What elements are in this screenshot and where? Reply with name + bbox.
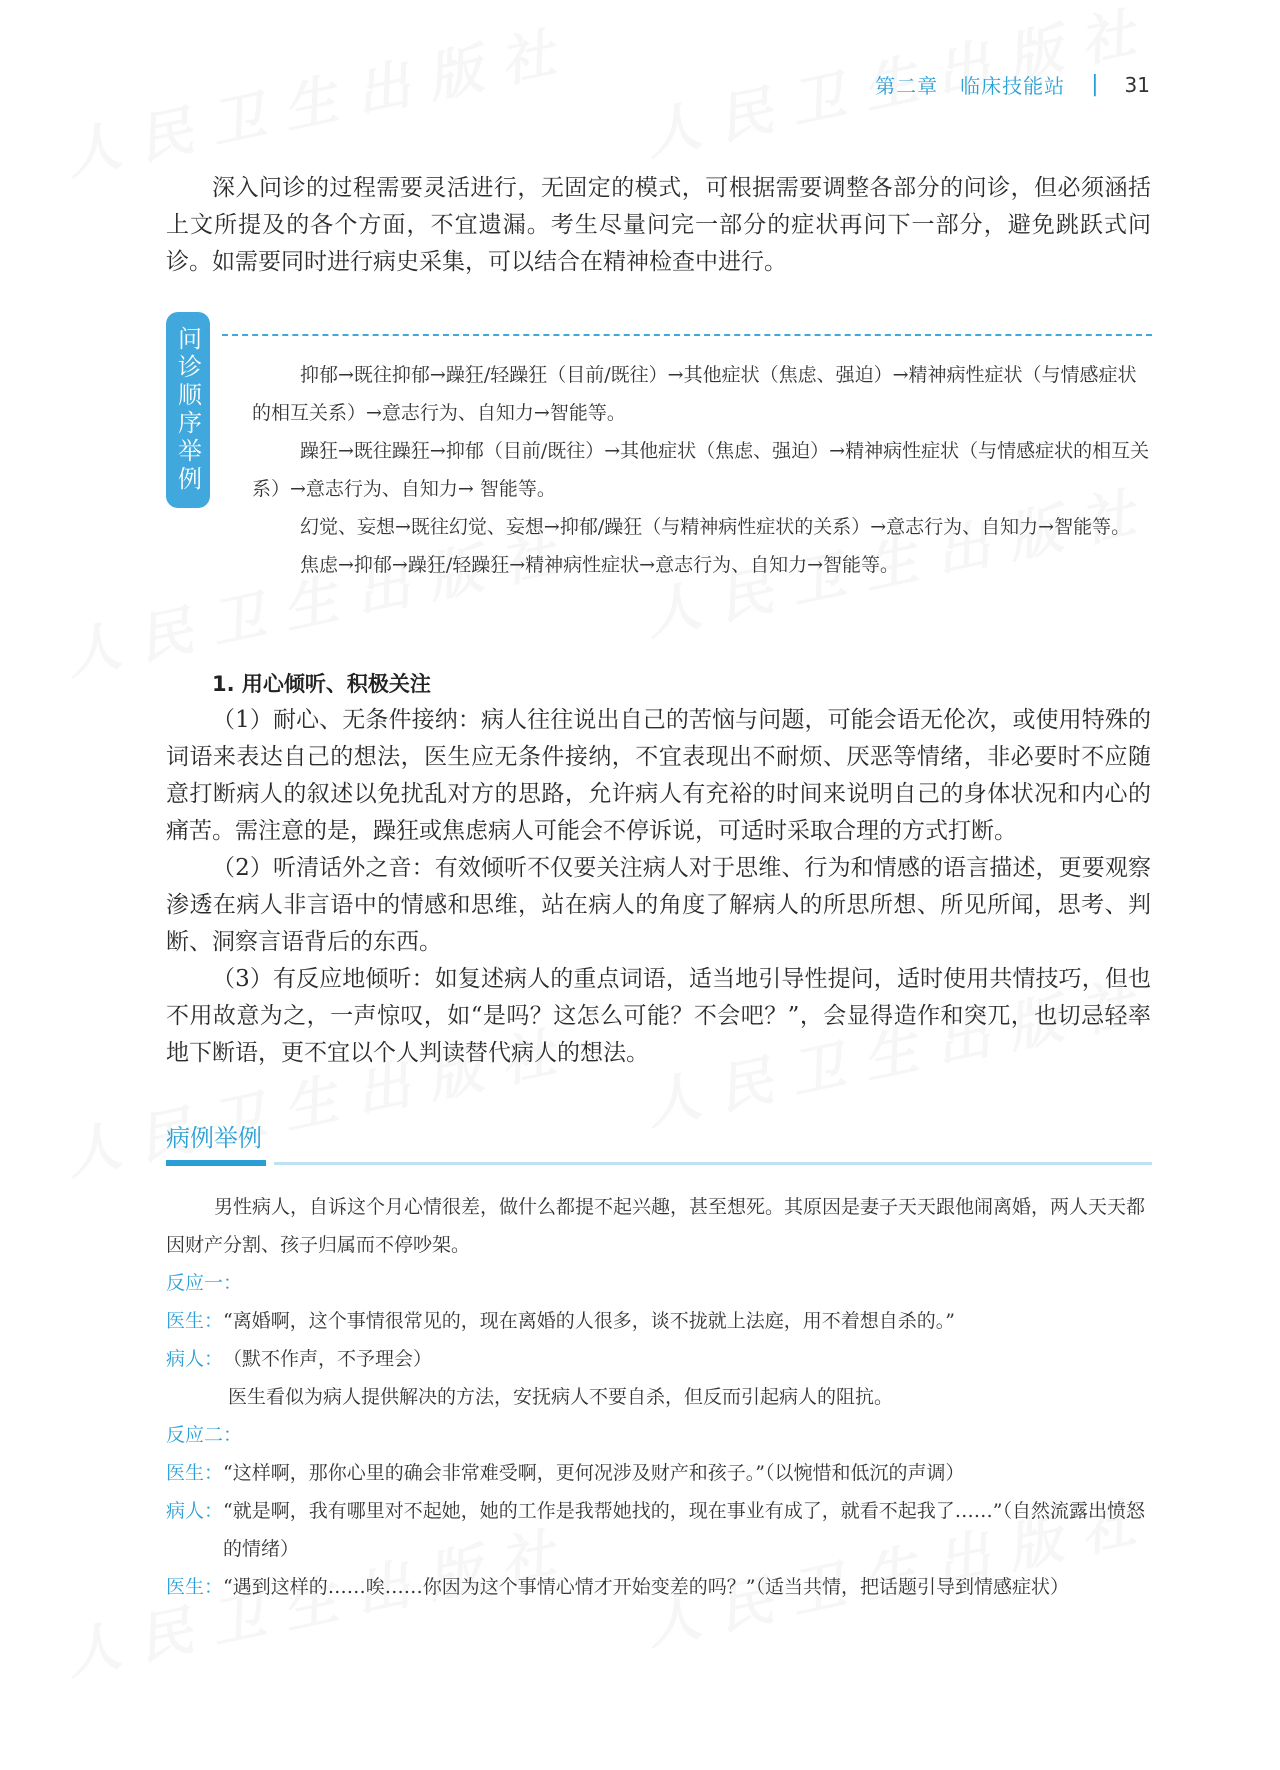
- response-label: 反应二：: [166, 1424, 243, 1446]
- dialogue-text: “离婚啊，这个事情很常见的，现在离婚的人很多，谈不拢就上法庭，用不着想自杀的。”: [223, 1310, 955, 1332]
- running-header: [875, 70, 1150, 99]
- case-story: 男性病人，自诉这个月心情很差，做什么都提不起兴趣，甚至想死。其原因是妻子天天跟他闹离婚，两人天天都因财产分割、孩子归属而不停吵架。: [166, 1196, 1146, 1256]
- response-comment: 医生看似为病人提供解决的方法，安抚病人不要自杀，但反而引起病人的阻抗。: [228, 1386, 894, 1408]
- callout-item: 幻觉、妄想→既往幻觉、妄想→抑郁/躁狂（与精神病性症状的关系）→意志行为、自知力→智能等。: [300, 516, 1131, 538]
- title-underline-rule: [274, 1162, 1152, 1165]
- callout-item: 抑郁→既往抑郁→躁狂/轻躁狂（目前/既往）→其他症状（焦虑、强迫）→精神病性症状（与情感症状的相互关系）→意志行为、自知力→智能等。: [252, 364, 1137, 424]
- body-paragraph: （2）听清话外之音：有效倾听不仅要关注病人对于思维、行为和情感的语言描述，更要观察渗透在病人非言语中的情感和思维，站在病人的角度了解病人的所思所想、所见所闻，思考、判断、洞察言语背后的东西。: [166, 855, 1151, 955]
- section-label: 临床技能站: [960, 74, 1066, 98]
- page-number: 31: [1124, 72, 1150, 97]
- callout-dashed-divider: [222, 334, 1152, 336]
- subsection-heading: 1. 用心倾听、积极关注: [212, 672, 431, 696]
- dialogue-line: [166, 1492, 1151, 1568]
- body-paragraph: （1）耐心、无条件接纳：病人往往说出自己的苦恼与问题，可能会语无伦次，或使用特殊的词语来表达自己的想法，医生应无条件接纳，不宜表现出不耐烦、厌恶等情绪，非必要时不应随意打断病人的叙述以免扰乱对方的思路，允许病人有充裕的时间来说明自己的身体状况和内心的痛苦。需注意的是，躁狂或焦虑病人可能会不停诉说，可适时采取合理的方式打断。: [166, 707, 1151, 844]
- body-paragraph: （3）有反应地倾听：如复述病人的重点词语，适当地引导性提问，适时使用共情技巧，但也不用故意为之，一声惊叹，如“是吗？这怎么可能？不会吧？”，会显得造作和突兀，也切忌轻率地下断语，更不宜以个人判读替代病人的想法。: [166, 966, 1151, 1066]
- speaker-doctor: 医生：: [166, 1462, 224, 1484]
- dialogue-text: “遇到这样的……唉……你因为这个事情心情才开始变差的吗？”（适当共情，把话题引导到情感症状）: [223, 1576, 1069, 1598]
- dialogue-line: [166, 1454, 1151, 1492]
- header-separator: |: [1091, 72, 1099, 97]
- speaker-patient: 病人：: [166, 1348, 224, 1370]
- watermark: [58, 7, 581, 190]
- intro-paragraph: 深入问诊的过程需要灵活进行，无固定的模式，可根据需要调整各部分的问诊，但必须涵括上文所提及的各个方面，不宜遗漏。考生尽量问完一部分的症状再问下一部分，避免跳跃式问诊。如需要同时进行病史采集，可以结合在精神检查中进行。: [166, 175, 1151, 275]
- dialogue-line: [166, 1340, 1151, 1378]
- speaker-doctor: 医生：: [166, 1310, 224, 1332]
- response-label: 反应一：: [166, 1272, 243, 1294]
- case-example: [166, 1188, 1151, 1606]
- dialogue-text: “这样啊，那你心里的确会非常难受啊，更何况涉及财产和孩子。”（以惋惜和低沉的声调）: [223, 1462, 965, 1484]
- case-section-title: 病例举例: [166, 1124, 262, 1152]
- callout-item: 焦虑→抑郁→躁狂/轻躁狂→精神病性症状→意志行为、自知力→智能等。: [300, 554, 900, 576]
- chapter-label: 第二章: [875, 74, 939, 98]
- dialogue-text: （默不作声，不予理会）: [223, 1348, 433, 1370]
- callout-tab: 问诊顺序举例: [166, 312, 210, 508]
- speaker-doctor: 医生：: [166, 1576, 224, 1598]
- dialogue-text: “就是啊，我有哪里对不起她，她的工作是我帮她找的，现在事业有成了，就看不起我了……”（自然流露出愤怒的情绪）: [223, 1500, 1145, 1560]
- title-underline-accent: [166, 1160, 266, 1166]
- dialogue-line: [166, 1568, 1151, 1606]
- callout-item: 躁狂→既往躁狂→抑郁（目前/既往）→其他症状（焦虑、强迫）→精神病性症状（与情感症状的相互关系）→意志行为、自知力→ 智能等。: [252, 440, 1150, 500]
- speaker-patient: 病人：: [166, 1500, 224, 1522]
- callout-box: [252, 356, 1152, 584]
- dialogue-line: [166, 1302, 1151, 1340]
